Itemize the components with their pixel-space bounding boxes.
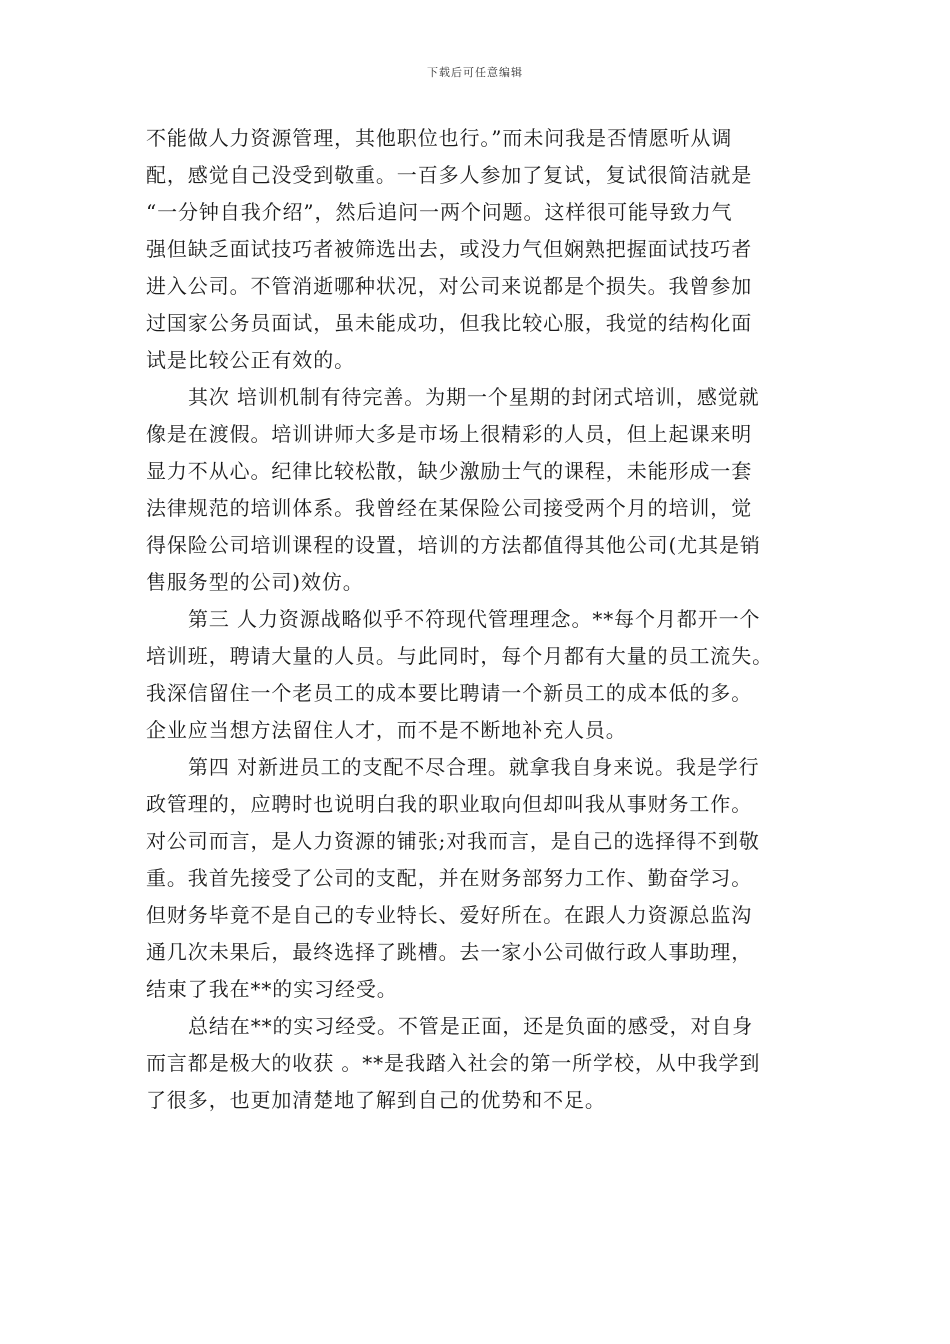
text-line: 法律规范的培训体系。我曾经在某保险公司接受两个月的培训，觉	[146, 496, 753, 520]
text-line: 政管理的，应聘时也说明白我的职业取向但却叫我从事财务工作。	[146, 792, 753, 816]
text-line: 了很多，也更加清楚地了解到自己的优势和不足。	[146, 1088, 606, 1112]
text-line: 我深信留住一个老员工的成本要比聘请一个新员工的成本低的多。	[146, 681, 753, 705]
text-line: 不能做人力资源管理，其他职位也行。”而未问我是否情愿听从调	[146, 126, 733, 150]
text-line: 显力不从心。纪律比较松散，缺少激励士气的课程，未能形成一套	[146, 459, 753, 483]
text-line: 通几次未果后，最终选择了跳槽。去一家小公司做行政人事助理，	[146, 940, 753, 964]
document-body	[146, 120, 811, 1119]
text-line: 对公司而言，是人力资源的铺张;对我而言，是自己的选择得不到敬	[146, 829, 760, 853]
text-line: 得保险公司培训课程的设置，培训的方法都值得其他公司(尤其是销	[146, 533, 761, 557]
text-line: 试是比较公正有效的。	[146, 348, 355, 372]
text-line: 像是在渡假。培训讲师大多是市场上很精彩的人员，但上起课来明	[146, 422, 753, 446]
text-line: 配，感觉自己没受到敬重。一百多人参加了复试，复试很简洁就是	[146, 163, 753, 187]
text-line: 进入公司。不管消逝哪种状况，对公司来说都是个损失。我曾参加	[146, 274, 753, 298]
text-line: “一分钟自我介绍”，然后追问一两个问题。这样很可能导致力气	[146, 200, 733, 224]
paragraph-2	[146, 379, 811, 601]
text-line: 过国家公务员面试，虽未能成功，但我比较心服，我觉的结构化面	[146, 311, 753, 335]
text-line: 但财务毕竟不是自己的专业特长、爱好所在。在跟人力资源总监沟	[146, 903, 753, 927]
paragraph-1	[146, 120, 811, 379]
text-line: 重。我首先接受了公司的支配，并在财务部努力工作、勤奋学习。	[146, 866, 753, 890]
text-line: 售服务型的公司)效仿。	[146, 570, 364, 594]
text-line: 企业应当想方法留住人才，而不是不断地补充人员。	[146, 718, 627, 742]
page-header: 下载后可任意编辑	[427, 66, 523, 79]
text-line: 而言都是极大的收获 。**是我踏入社会的第一所学校，从中我学到	[146, 1051, 761, 1075]
text-line: 结束了我在**的实习经受。	[146, 977, 398, 1001]
text-line: 其次 培训机制有待完善。为期一个星期的封闭式培训，感觉就	[188, 385, 760, 409]
text-line: 第四 对新进员工的支配不尽合理。就拿我自身来说。我是学行	[188, 755, 760, 779]
paragraph-4	[146, 749, 811, 1008]
text-line: 总结在**的实习经受。不管是正面，还是负面的感受，对自身	[188, 1014, 754, 1038]
paragraph-3	[146, 601, 811, 749]
text-line: 第三 人力资源战略似乎不符现代管理理念。**每个月都开一个	[188, 607, 761, 631]
paragraph-5	[146, 1008, 811, 1119]
text-line: 强但缺乏面试技巧者被筛选出去，或没力气但娴熟把握面试技巧者	[146, 237, 753, 261]
text-line: 培训班，聘请大量的人员。与此同时，每个月都有大量的员工流失。	[146, 644, 773, 668]
